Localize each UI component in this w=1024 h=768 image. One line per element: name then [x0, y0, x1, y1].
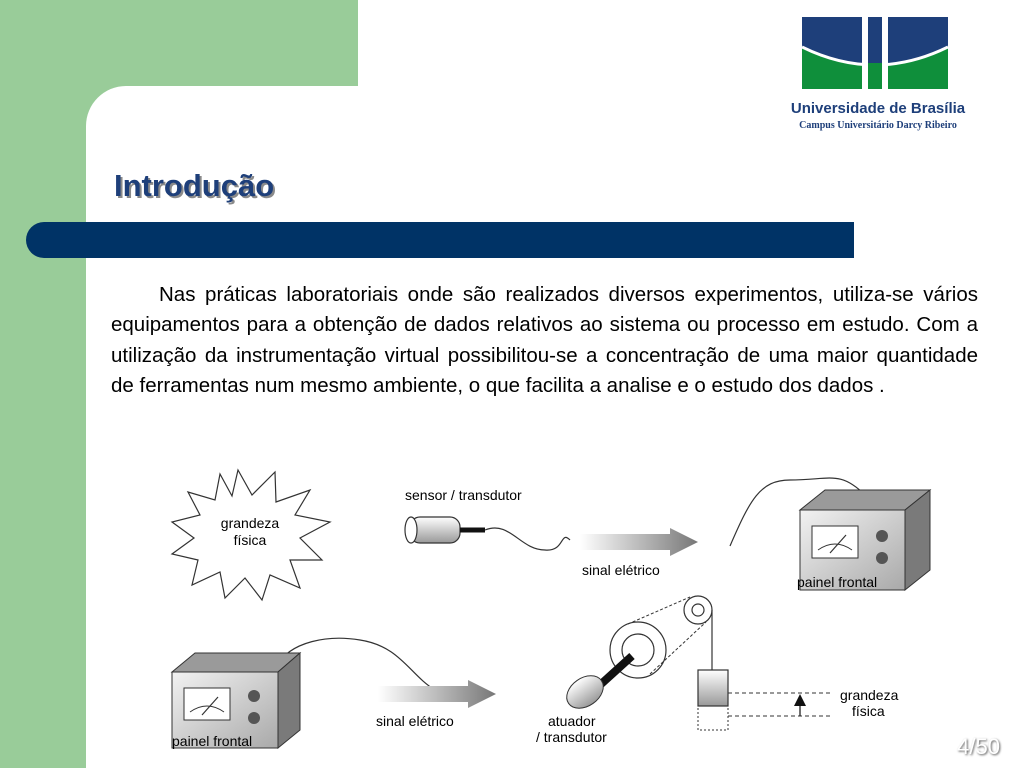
intro-paragraph: Nas práticas laboratoriais onde são realizados diversos experimentos, utiliza-se vários equipamentos para a obtenção de dados relativos ao sistema ou processo em estudo. Com a utilização da instrumentação virtual possibilitou-se a concentração de uma maior quantidade de ferramentas num mesmo ambiente, o que facilita a analise e o estudo dos dados . [111, 283, 978, 398]
panel-label-top: painel frontal [797, 574, 878, 590]
panel-label-bottom: painel frontal [172, 733, 253, 749]
signal-label-top: sinal elétrico [582, 562, 660, 578]
sensor-label: sensor / transdutor [405, 487, 522, 503]
signal-arrow-bottom [376, 680, 496, 729]
physical-quantity-burst [172, 470, 330, 600]
front-panel-top [730, 478, 930, 590]
university-name: Universidade de Brasília [790, 100, 966, 117]
unb-logo-icon [802, 17, 948, 89]
weight-measurement [698, 670, 899, 730]
campus-name: Campus Universitário Darcy Ribeiro [799, 120, 957, 131]
signal-label-bottom: sinal elétrico [376, 713, 454, 729]
burst-label-line2: física [233, 532, 267, 548]
actuator-transducer [536, 596, 712, 745]
instrumentation-diagram [150, 460, 950, 760]
slide-title: Introdução [114, 168, 275, 203]
actuator-label-line1: atuador [548, 713, 596, 729]
burst-label-line1: grandeza [220, 515, 280, 531]
sensor-transducer [405, 487, 570, 550]
signal-arrow-top [580, 528, 698, 578]
quantity-label-line2: física [852, 703, 885, 719]
quantity-label-line1: grandeza [840, 687, 899, 703]
top-green-band [0, 0, 358, 86]
title-underline-bar [26, 222, 854, 258]
actuator-label-line2: / transdutor [536, 729, 607, 745]
page-number: 4/50 [957, 734, 1000, 759]
